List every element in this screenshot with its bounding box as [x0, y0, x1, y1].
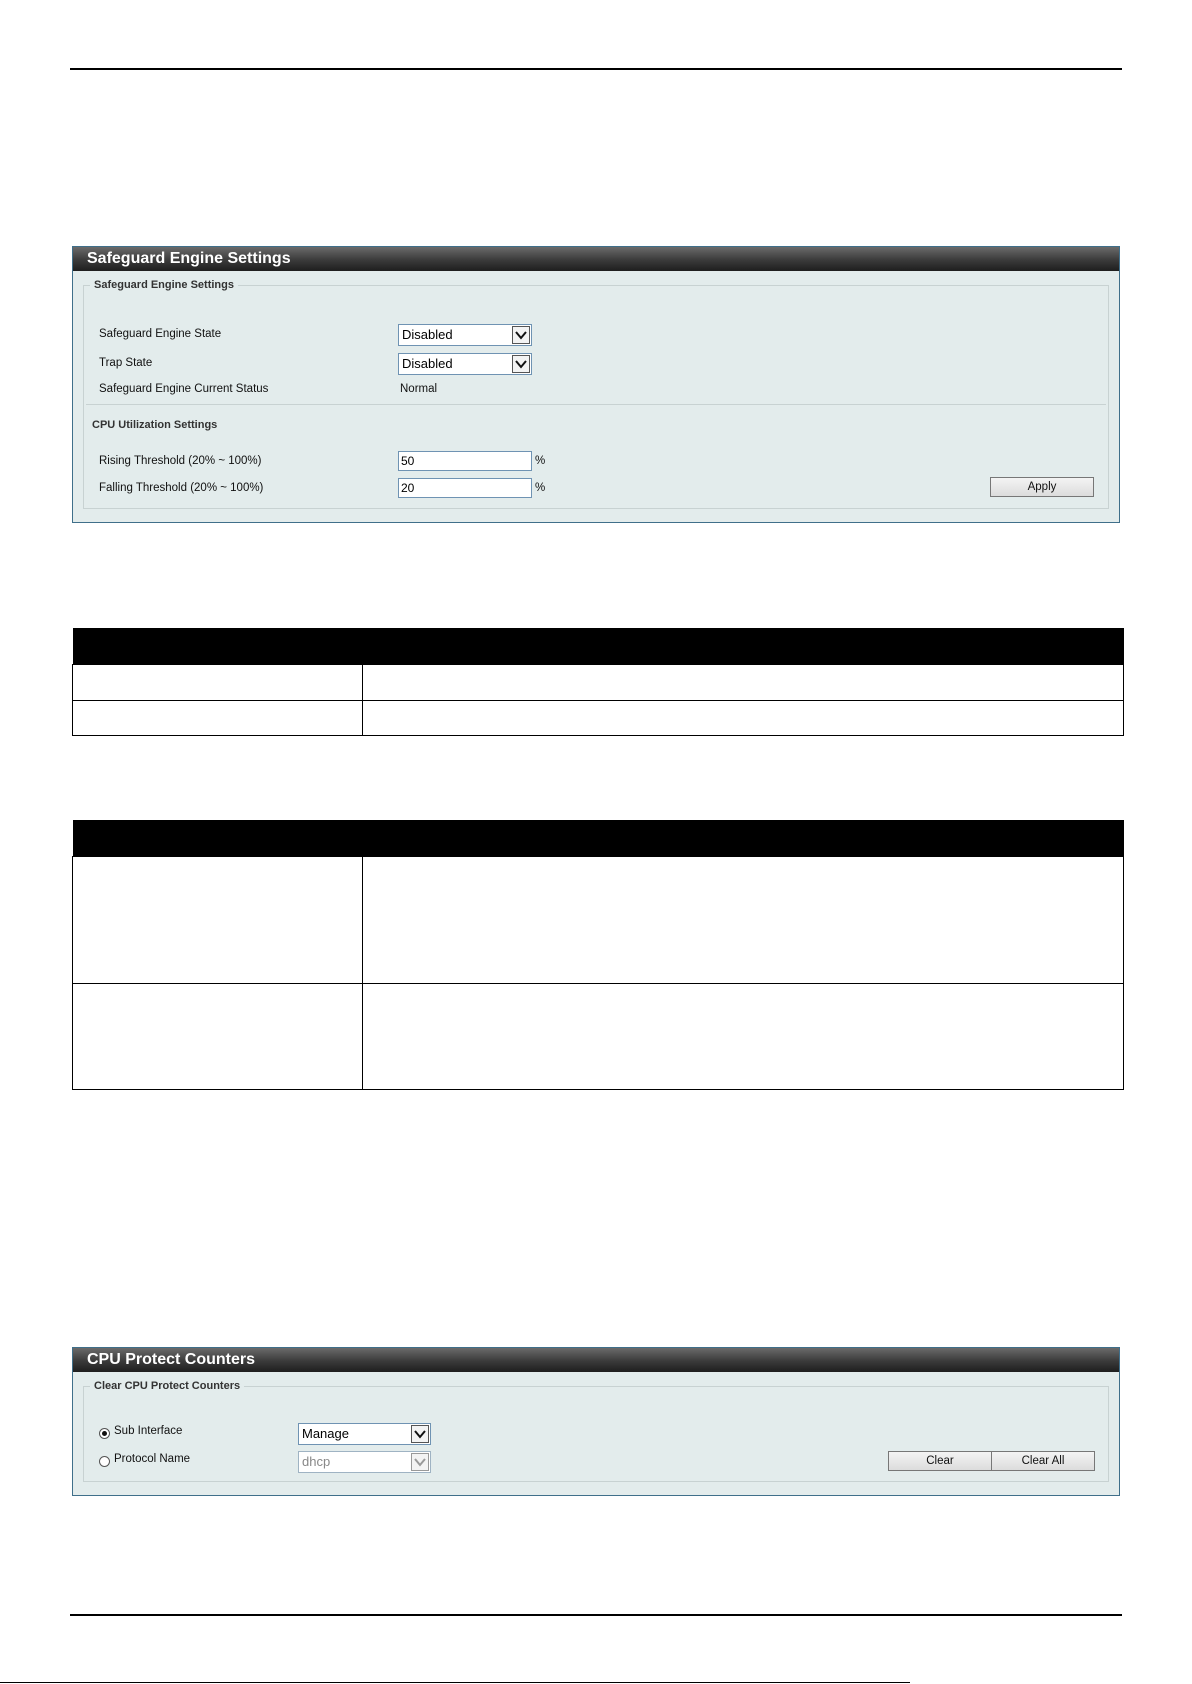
table-row: [73, 701, 1124, 736]
protocol-name-radio[interactable]: [99, 1456, 110, 1467]
table-row: [73, 665, 1124, 701]
table-header: [73, 628, 1124, 665]
select-value: dhcp: [302, 1454, 331, 1469]
chevron-down-icon[interactable]: [411, 1453, 429, 1471]
rising-threshold-label: Rising Threshold (20% ~ 100%): [99, 455, 262, 467]
percent-unit: %: [535, 455, 546, 467]
trap-label: Trap State: [99, 357, 153, 369]
rising-threshold-input[interactable]: 50: [398, 451, 532, 471]
chevron-down-icon[interactable]: [411, 1425, 429, 1443]
clear-counters-fieldset: [83, 1380, 1109, 1482]
select-value: Disabled: [402, 327, 453, 342]
select-value: Manage: [302, 1426, 349, 1441]
cpu-protect-counters-panel: [72, 1347, 1120, 1496]
table-row: [73, 984, 1124, 1090]
safeguard-engine-panel: [72, 246, 1120, 523]
status-value: Normal: [400, 383, 438, 395]
cpu-utilization-heading: CPU Utilization Settings: [92, 419, 218, 431]
fieldset-legend: Clear CPU Protect Counters: [94, 1380, 241, 1392]
table-row: [73, 857, 1124, 984]
trap-state-select[interactable]: [398, 353, 532, 375]
apply-button[interactable]: Apply: [990, 477, 1094, 497]
sub-interface-radio[interactable]: [99, 1428, 110, 1439]
sub-interface-select[interactable]: [298, 1423, 431, 1445]
falling-threshold-input[interactable]: 20: [398, 478, 532, 498]
panel-title: CPU Protect Counters: [73, 1348, 1119, 1372]
safeguard-fieldset: [83, 279, 1109, 509]
divider: [86, 404, 1106, 405]
fieldset-legend: Safeguard Engine Settings: [94, 279, 234, 291]
parameter-table-2: [72, 820, 1124, 1090]
clear-button[interactable]: Clear: [888, 1451, 992, 1471]
top-rule: [70, 68, 1122, 70]
parameter-table-1: [72, 628, 1124, 736]
select-value: Disabled: [402, 356, 453, 371]
falling-threshold-label: Falling Threshold (20% ~ 100%): [99, 482, 264, 494]
chevron-down-icon[interactable]: [512, 326, 530, 344]
state-label: Safeguard Engine State: [99, 328, 222, 340]
bottom-rule: [70, 1614, 1122, 1616]
page-edge-rule: [0, 1682, 910, 1683]
clear-all-button[interactable]: Clear All: [991, 1451, 1095, 1471]
percent-unit: %: [535, 482, 546, 494]
table-header: [73, 820, 1124, 857]
protocol-name-select[interactable]: [298, 1451, 431, 1473]
chevron-down-icon[interactable]: [512, 355, 530, 373]
status-label: Safeguard Engine Current Status: [99, 383, 269, 395]
safeguard-state-select[interactable]: [398, 324, 532, 346]
sub-interface-label: Sub Interface: [114, 1425, 183, 1437]
protocol-name-label: Protocol Name: [114, 1453, 191, 1465]
panel-title: Safeguard Engine Settings: [73, 247, 1119, 271]
